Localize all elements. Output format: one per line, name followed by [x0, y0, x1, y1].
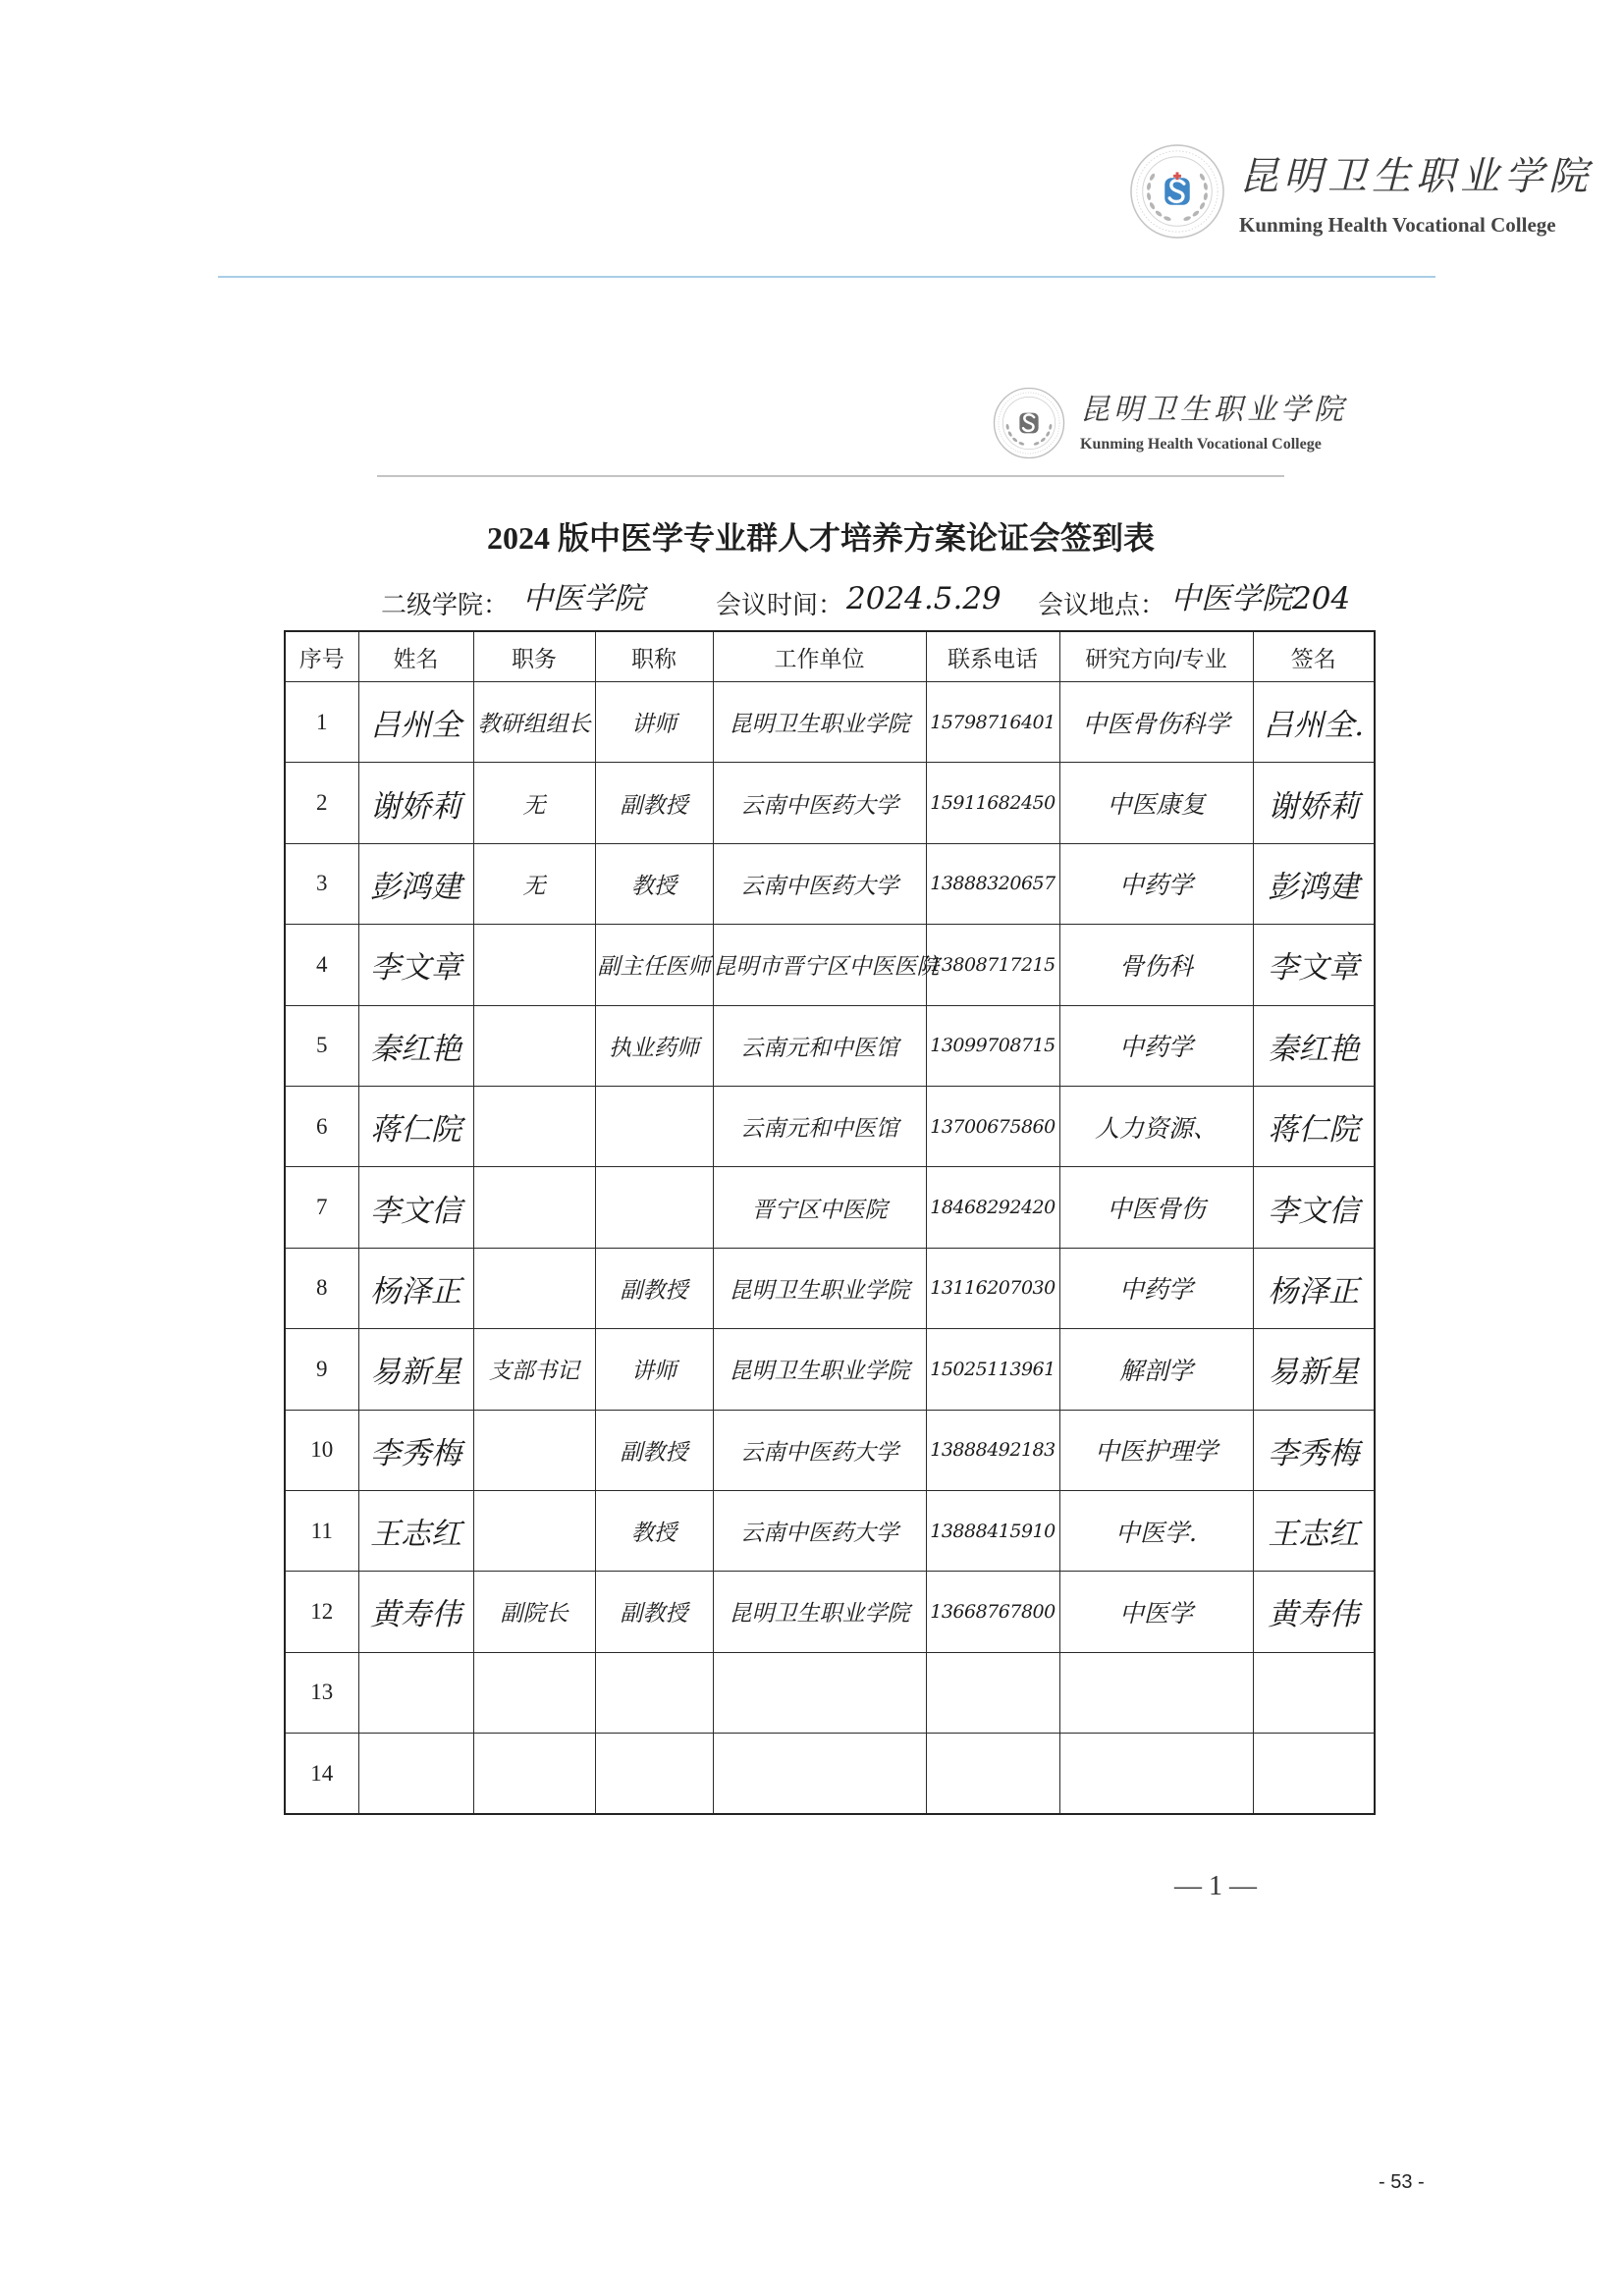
table-row [285, 1734, 1375, 1815]
row-number-cell: 3 [285, 843, 358, 924]
scan-college-seal-logo [993, 387, 1065, 459]
scan-college-name-en: Kunming Health Vocational College [1080, 436, 1322, 453]
table-row [285, 1652, 1375, 1733]
work-unit-cell: 昆明卫生职业学院 [713, 1248, 926, 1328]
sign-in-table [284, 630, 1376, 1815]
column-header-number: 序号 [285, 631, 358, 682]
table-row [285, 1572, 1375, 1652]
table-row [285, 1005, 1375, 1086]
college-value: 中医学院 [522, 581, 644, 616]
work-unit-cell: 云南元和中医馆 [713, 1086, 926, 1166]
title-cell: 讲师 [595, 682, 713, 763]
column-header-name: 姓名 [358, 631, 473, 682]
row-number-cell: 4 [285, 925, 358, 1005]
position-cell [473, 1652, 595, 1733]
table-row [285, 1248, 1375, 1328]
phone-cell: 15911682450 [926, 763, 1059, 843]
table-row [285, 1167, 1375, 1248]
scan-header-divider [377, 475, 1284, 477]
name-cell: 李文信 [358, 1167, 473, 1248]
position-cell [473, 1734, 595, 1815]
title-cell: 副教授 [595, 1410, 713, 1490]
column-header-phone: 联系电话 [926, 631, 1059, 682]
phone-cell: 15798716401 [926, 682, 1059, 763]
page-number: - 53 - [1379, 2171, 1425, 2193]
column-header-position: 职务 [473, 631, 595, 682]
position-cell: 教研组组长 [473, 682, 595, 763]
research-field-cell: 中药学 [1059, 843, 1253, 924]
title-cell: 副主任医师 [595, 925, 713, 1005]
table-row [285, 1490, 1375, 1571]
row-number-cell: 13 [285, 1652, 358, 1733]
work-unit-cell: 云南元和中医馆 [713, 1005, 926, 1086]
table-row [285, 1329, 1375, 1410]
name-cell: 李秀梅 [358, 1410, 473, 1490]
signature-cell: 杨泽正 [1253, 1248, 1375, 1328]
title-cell [595, 1652, 713, 1733]
college-label: 二级学院： [381, 590, 510, 619]
work-unit-cell [713, 1652, 926, 1733]
name-cell: 易新星 [358, 1329, 473, 1410]
research-field-cell: 中药学 [1059, 1005, 1253, 1086]
signature-cell: 彭鸿建 [1253, 843, 1375, 924]
row-number-cell: 1 [285, 682, 358, 763]
table-row [285, 843, 1375, 924]
name-cell: 黄寿伟 [358, 1572, 473, 1652]
title-cell: 讲师 [595, 1329, 713, 1410]
name-cell: 李文章 [358, 925, 473, 1005]
phone-cell: 13700675860 [926, 1086, 1059, 1166]
title-cell: 副教授 [595, 1248, 713, 1328]
signature-cell [1253, 1734, 1375, 1815]
table-row [285, 925, 1375, 1005]
position-cell [473, 1410, 595, 1490]
signature-cell: 吕州全. [1253, 682, 1375, 763]
research-field-cell: 解剖学 [1059, 1329, 1253, 1410]
signature-cell: 李秀梅 [1253, 1410, 1375, 1490]
position-cell: 副院长 [473, 1572, 595, 1652]
row-number-cell: 6 [285, 1086, 358, 1166]
phone-cell [926, 1652, 1059, 1733]
title-cell: 副教授 [595, 1572, 713, 1652]
row-number-cell: 11 [285, 1490, 358, 1571]
phone-cell [926, 1734, 1059, 1815]
signature-cell: 李文信 [1253, 1167, 1375, 1248]
work-unit-cell: 昆明市晋宁区中医医院 [713, 925, 926, 1005]
table-header-row [285, 631, 1375, 682]
row-number-cell: 12 [285, 1572, 358, 1652]
signature-cell: 王志红 [1253, 1490, 1375, 1571]
signature-cell: 谢娇莉 [1253, 763, 1375, 843]
research-field-cell: 中医学. [1059, 1490, 1253, 1571]
research-field-cell: 骨伤科 [1059, 925, 1253, 1005]
title-cell [595, 1086, 713, 1166]
meeting-place-label: 会议地点： [1038, 590, 1166, 619]
meeting-time-value: 2024.5.29 [846, 581, 1001, 616]
column-header-title: 职称 [595, 631, 713, 682]
phone-cell: 13888492183 [926, 1410, 1059, 1490]
work-unit-cell: 昆明卫生职业学院 [713, 1329, 926, 1410]
research-field-cell: 中医康复 [1059, 763, 1253, 843]
header-divider [218, 276, 1435, 278]
table-row [285, 763, 1375, 843]
work-unit-cell: 云南中医药大学 [713, 763, 926, 843]
work-unit-cell: 云南中医药大学 [713, 1410, 926, 1490]
row-number-cell: 10 [285, 1410, 358, 1490]
research-field-cell: 中医骨伤 [1059, 1167, 1253, 1248]
column-header-work-unit: 工作单位 [713, 631, 926, 682]
research-field-cell: 中医学 [1059, 1572, 1253, 1652]
signature-cell: 黄寿伟 [1253, 1572, 1375, 1652]
row-number-cell: 2 [285, 763, 358, 843]
work-unit-cell [713, 1734, 926, 1815]
position-cell [473, 925, 595, 1005]
table-body [285, 682, 1375, 1815]
scan-college-name-cn: 昆明卫生职业学院 [1080, 393, 1347, 427]
phone-cell: 13888320657 [926, 843, 1059, 924]
name-cell: 谢娇莉 [358, 763, 473, 843]
position-cell [473, 1005, 595, 1086]
position-cell: 无 [473, 843, 595, 924]
work-unit-cell: 云南中医药大学 [713, 1490, 926, 1571]
name-cell: 杨泽正 [358, 1248, 473, 1328]
research-field-cell [1059, 1652, 1253, 1733]
table-row [285, 682, 1375, 763]
title-cell: 副教授 [595, 763, 713, 843]
name-cell: 秦红艳 [358, 1005, 473, 1086]
table-row [285, 1410, 1375, 1490]
phone-cell: 15025113961 [926, 1329, 1059, 1410]
work-unit-cell: 昆明卫生职业学院 [713, 682, 926, 763]
phone-cell: 13888415910 [926, 1490, 1059, 1571]
college-seal-logo [1129, 143, 1225, 240]
research-field-cell: 人力资源、 [1059, 1086, 1253, 1166]
research-field-cell: 中医骨伤科学 [1059, 682, 1253, 763]
signature-cell: 蒋仁院 [1253, 1086, 1375, 1166]
name-cell [358, 1734, 473, 1815]
name-cell: 王志红 [358, 1490, 473, 1571]
meeting-time-label: 会议时间： [716, 590, 844, 619]
phone-cell: 13116207030 [926, 1248, 1059, 1328]
signature-cell: 秦红艳 [1253, 1005, 1375, 1086]
name-cell [358, 1652, 473, 1733]
position-cell [473, 1086, 595, 1166]
work-unit-cell: 昆明卫生职业学院 [713, 1572, 926, 1652]
signature-cell: 易新星 [1253, 1329, 1375, 1410]
signature-cell: 李文章 [1253, 925, 1375, 1005]
column-header-research-field: 研究方向/专业 [1059, 631, 1253, 682]
phone-cell: 13808717215 [926, 925, 1059, 1005]
sheet-title: 2024 版中医学专业群人才培养方案论证会签到表 [486, 520, 1155, 556]
title-cell: 教授 [595, 1490, 713, 1571]
title-cell: 教授 [595, 843, 713, 924]
research-field-cell: 中医护理学 [1059, 1410, 1253, 1490]
column-header-signature: 签名 [1253, 631, 1375, 682]
position-cell [473, 1490, 595, 1571]
table-row [285, 1086, 1375, 1166]
research-field-cell: 中药学 [1059, 1248, 1253, 1328]
position-cell: 无 [473, 763, 595, 843]
title-cell: 执业药师 [595, 1005, 713, 1086]
college-name-en: Kunming Health Vocational College [1239, 213, 1556, 237]
position-cell [473, 1248, 595, 1328]
name-cell: 吕州全 [358, 682, 473, 763]
signature-cell [1253, 1652, 1375, 1733]
college-name-cn: 昆明卫生职业学院 [1239, 154, 1593, 199]
meeting-place-value: 中医学院204 [1170, 581, 1351, 616]
row-number-cell: 14 [285, 1734, 358, 1815]
row-number-cell: 9 [285, 1329, 358, 1410]
phone-cell: 13099708715 [926, 1005, 1059, 1086]
row-number-cell: 5 [285, 1005, 358, 1086]
row-number-cell: 8 [285, 1248, 358, 1328]
scan-page-mark: — 1 — [1174, 1871, 1257, 1901]
name-cell: 彭鸿建 [358, 843, 473, 924]
title-cell [595, 1167, 713, 1248]
work-unit-cell: 云南中医药大学 [713, 843, 926, 924]
phone-cell: 18468292420 [926, 1167, 1059, 1248]
position-cell [473, 1167, 595, 1248]
position-cell: 支部书记 [473, 1329, 595, 1410]
name-cell: 蒋仁院 [358, 1086, 473, 1166]
research-field-cell [1059, 1734, 1253, 1815]
work-unit-cell: 晋宁区中医院 [713, 1167, 926, 1248]
title-cell [595, 1734, 713, 1815]
row-number-cell: 7 [285, 1167, 358, 1248]
phone-cell: 13668767800 [926, 1572, 1059, 1652]
